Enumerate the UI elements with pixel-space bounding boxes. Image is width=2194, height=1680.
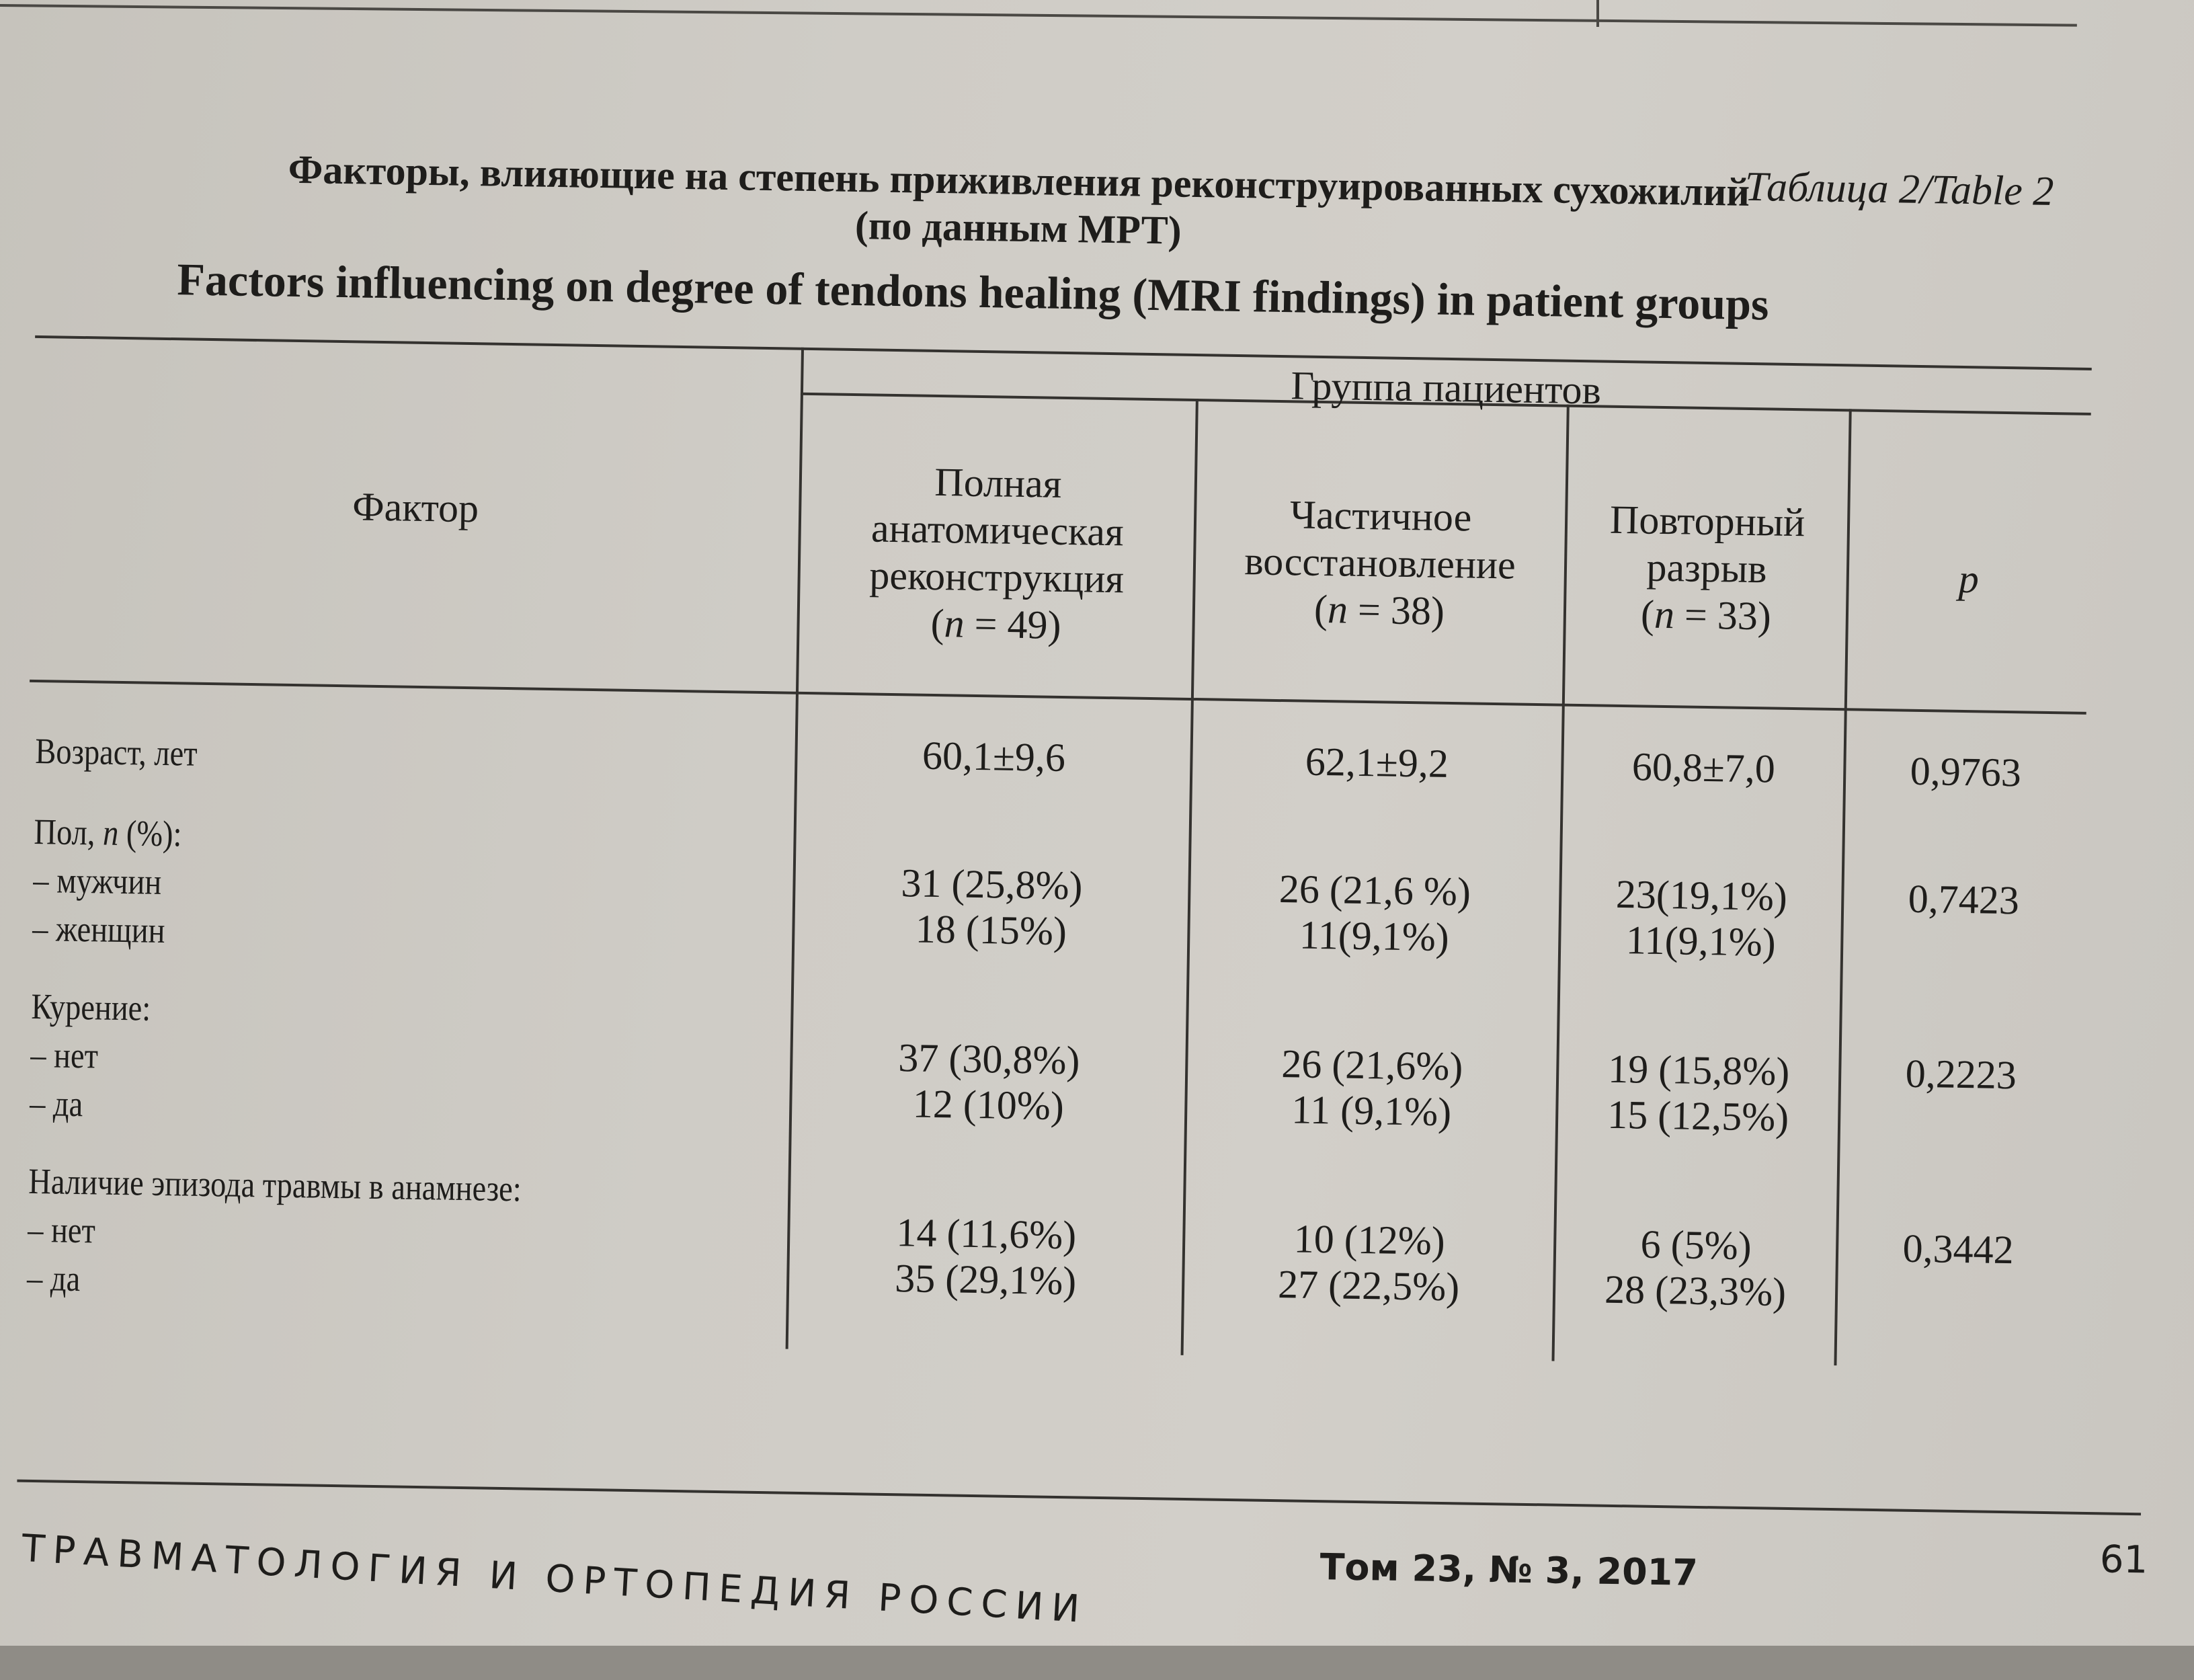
header-col1-line2: анатомическая — [870, 506, 1125, 555]
header-patient-group: Группа пациентов — [1290, 363, 1602, 413]
trauma-partial-no: 10 (12%) — [1293, 1216, 1446, 1263]
smoking-partial-recovery — [1187, 1039, 1557, 1137]
title-russian — [110, 143, 1926, 266]
smoking-partial-yes: 11 (9,1%) — [1291, 1087, 1452, 1135]
age-partial-recovery: 62,1±9,2 — [1305, 739, 1449, 786]
trauma-full-no: 14 (11,6%) — [895, 1210, 1077, 1258]
header-bottom-rule — [30, 680, 2086, 715]
sex-partial-female: 11(9,1%) — [1299, 912, 1450, 960]
row-sex-female-label: – женщин — [32, 908, 165, 951]
smoking-p-value: 0,2223 — [1905, 1051, 2017, 1098]
sex-partial-male: 26 (21,6 %) — [1278, 867, 1471, 914]
top-divider — [1596, 0, 1599, 27]
header-factor: Фактор — [352, 484, 479, 531]
sex-full-reconstruction — [795, 858, 1188, 956]
header-col1-line3: реконструкция — [868, 553, 1125, 602]
table-number: Таблица 2/Table 2 — [1744, 163, 2054, 215]
trauma-repeat-rupture — [1555, 1220, 1836, 1316]
row-trauma-yes-label: – да — [26, 1257, 81, 1299]
smoking-full-reconstruction — [792, 1033, 1186, 1131]
header-col-full-reconstruction — [799, 456, 1194, 651]
title-ru-line-1: Факторы, влияющие на степень приживления реконструированных сухожилий — [288, 147, 1750, 214]
header-col3-line1: Повторный — [1609, 497, 1805, 545]
header-col2-line3: (n = 38) — [1313, 586, 1445, 633]
sex-repeat-rupture — [1561, 871, 1842, 967]
trauma-p-value: 0,3442 — [1902, 1226, 2015, 1273]
row-sex-label: Пол, n (%): — [34, 811, 182, 854]
sex-rupture-female: 11(9,1%) — [1625, 918, 1777, 965]
header-col1-line4: (n = 49) — [930, 600, 1062, 647]
row-age-label: Возраст, лет — [34, 730, 198, 774]
footer-journal-name: ТРАВМАТОЛОГИЯ И ОРТОПЕДИЯ РОССИИ — [20, 1526, 1089, 1632]
smoking-full-no: 37 (30,8%) — [897, 1035, 1080, 1083]
smoking-partial-no: 26 (21,6%) — [1281, 1041, 1463, 1089]
trauma-full-yes: 35 (29,1%) — [894, 1256, 1077, 1304]
smoking-full-yes: 12 (10%) — [912, 1081, 1065, 1129]
row-sex-male-label: – мужчин — [32, 859, 162, 902]
age-full-reconstruction: 60,1±9,6 — [922, 733, 1066, 781]
footer-volume: Том 23, № 3, 2017 — [1319, 1546, 1699, 1594]
age-repeat-rupture: 60,8±7,0 — [1631, 744, 1776, 791]
header-p-value: p — [1958, 556, 1980, 602]
smoking-rupture-no: 19 (15,8%) — [1607, 1046, 1790, 1094]
sex-rupture-male: 23(19,1%) — [1615, 871, 1788, 919]
trauma-rupture-yes: 28 (23,3%) — [1604, 1267, 1787, 1314]
smoking-rupture-yes: 15 (12,5%) — [1607, 1092, 1789, 1140]
header-col-partial-recovery — [1194, 489, 1565, 637]
trauma-rupture-no: 6 (5%) — [1640, 1222, 1752, 1269]
header-col3-line2: разрыв — [1646, 545, 1768, 592]
page-number: 61 — [2099, 1537, 2148, 1583]
trauma-partial-yes: 27 (22,5%) — [1277, 1262, 1460, 1310]
title-ru-line-2: (по данным МРТ) — [854, 203, 1182, 253]
age-p-value: 0,9763 — [1910, 748, 2022, 795]
header-col2-line1: Частичное — [1289, 492, 1472, 540]
header-col3-line3: (n = 33) — [1640, 592, 1772, 639]
sex-partial-recovery — [1190, 865, 1559, 962]
trauma-partial-recovery — [1184, 1214, 1554, 1312]
header-col-repeat-rupture — [1566, 495, 1847, 641]
row-trauma-label: Наличие эпизода травмы в анамнезе: — [28, 1160, 522, 1209]
title-english: Factors influencing on degree of tendons healing (MRI findings) in patient groups — [176, 253, 1770, 330]
sex-full-female: 18 (15%) — [915, 906, 1067, 954]
row-smoking-yes-label: – да — [29, 1082, 83, 1125]
footer-rule — [17, 1480, 2141, 1516]
smoking-repeat-rupture — [1558, 1045, 1839, 1142]
row-trauma-no-label: – нет — [27, 1209, 96, 1251]
trauma-full-reconstruction — [789, 1208, 1183, 1306]
row-smoking-label: Курение: — [31, 986, 151, 1029]
sex-full-male: 31 (25,8%) — [901, 861, 1083, 908]
sex-p-value: 0,7423 — [1908, 876, 2020, 923]
header-col2-line2: восстановление — [1244, 538, 1516, 588]
header-col1-line1: Полная — [934, 459, 1062, 506]
row-smoking-no-label: – нет — [30, 1034, 99, 1076]
